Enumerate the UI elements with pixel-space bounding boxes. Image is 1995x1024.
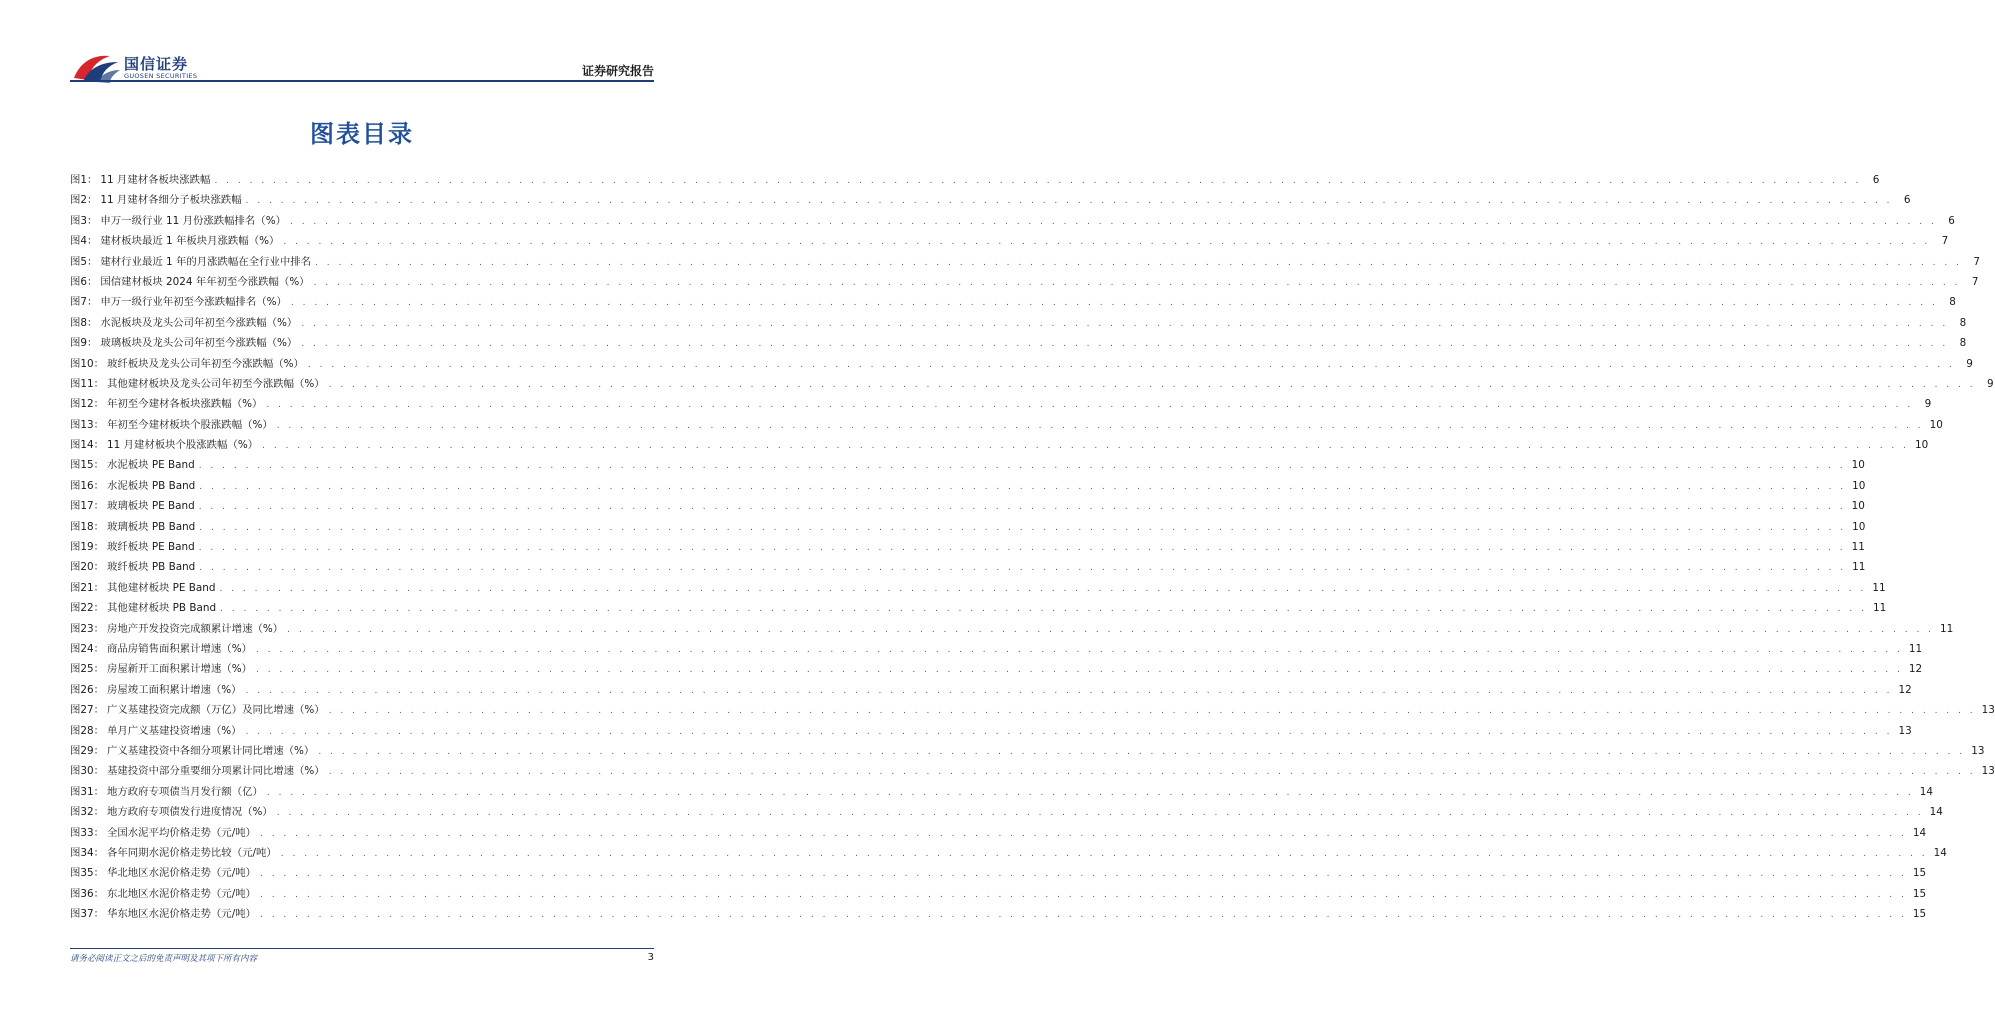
toc-entry-number: 图18： <box>70 520 105 533</box>
toc-entry[interactable] <box>70 272 1979 292</box>
toc-dot-leader <box>199 538 1846 558</box>
toc-dot-leader <box>260 864 1907 884</box>
toc-dot-leader <box>301 314 1948 334</box>
toc-dot-leader <box>220 599 1867 619</box>
toc-entry-number: 图20： <box>70 561 105 574</box>
toc-dot-leader <box>199 558 1846 578</box>
toc-entry-number: 图21： <box>70 581 105 594</box>
toc-entry-number: 图9： <box>70 337 98 350</box>
toc-entry-number: 图17： <box>70 500 105 513</box>
toc-entry[interactable] <box>70 680 1912 700</box>
toc-entry-page: 10 <box>1929 418 1943 431</box>
toc-entry[interactable] <box>70 598 1887 618</box>
toc-entry-title: 华东地区水泥价格走势（元/吨） <box>107 908 256 921</box>
toc-entry[interactable] <box>70 863 1927 883</box>
toc-entry-number: 图29： <box>70 744 105 757</box>
toc-entry-page: 7 <box>1971 275 1979 288</box>
toc-dot-leader <box>199 456 1846 476</box>
toc-dot-leader <box>256 640 1903 660</box>
toc-dot-leader <box>246 191 1893 211</box>
toc-entry-title: 广义基建投资完成额（万亿）及同比增速（%） <box>107 704 325 717</box>
toc-entry-page: 9 <box>1986 377 1994 390</box>
toc-entry-title: 玻璃板块及龙头公司年初至今涨跌幅（%） <box>100 337 298 350</box>
toc-entry-title: 玻璃板块 PE Band <box>107 500 195 513</box>
toc-entry-number: 图35： <box>70 867 105 880</box>
toc-dot-leader <box>256 660 1903 680</box>
toc-entry[interactable] <box>70 802 1943 822</box>
toc-entry[interactable] <box>70 333 1967 353</box>
toc-entry-number: 图6： <box>70 275 98 288</box>
toc-dot-leader <box>277 803 1924 823</box>
toc-entry-title: 广义基建投资中各细分项累计同比增速（%） <box>107 744 315 757</box>
toc-entry[interactable] <box>70 517 1866 537</box>
toc-entry-page: 13 <box>1971 744 1985 757</box>
toc-entry-title: 商品房销售面积累计增速（%） <box>107 642 252 655</box>
toc-entry-page: 8 <box>1959 337 1967 350</box>
toc-dot-leader <box>287 620 1934 640</box>
toc-entry-page: 9 <box>1966 357 1973 370</box>
company-logo <box>70 50 210 84</box>
toc-entry-page: 12 <box>1898 683 1912 696</box>
toc-entry-page: 13 <box>1898 724 1912 737</box>
toc-entry-number: 图15： <box>70 459 105 472</box>
toc-entry-title: 房屋竣工面积累计增速（%） <box>107 683 242 696</box>
toc-entry-page: 14 <box>1912 826 1927 839</box>
toc-dot-leader <box>246 722 1893 742</box>
toc-dot-leader <box>281 844 1928 864</box>
toc-entry[interactable] <box>70 537 1865 557</box>
toc-entry[interactable] <box>70 374 1994 394</box>
toc-entry-number: 图19： <box>70 541 105 554</box>
toc-entry-page: 6 <box>1872 174 1880 186</box>
toc-entry-number: 图1： <box>70 174 98 186</box>
toc-entry[interactable] <box>70 211 1955 231</box>
toc-entry[interactable] <box>70 659 1923 679</box>
toc-entry-title: 申万一级行业年初至今涨跌幅排名（%） <box>100 296 287 309</box>
toc-entry-title: 水泥板块 PB Band <box>107 479 196 492</box>
toc-entry[interactable] <box>70 843 1947 863</box>
toc-entry-title: 地方政府专项债当月发行额（亿） <box>107 785 263 798</box>
toc-entry-page: 15 <box>1912 887 1927 900</box>
toc-entry-number: 图12： <box>70 398 105 411</box>
toc-entry[interactable] <box>70 435 1929 455</box>
page-header <box>0 0 724 90</box>
toc-entry[interactable] <box>70 190 1911 210</box>
toc-entry-title: 基建投资中部分重要细分项累计同比增速（%） <box>107 765 325 778</box>
toc-dot-leader <box>199 518 1846 538</box>
toc-entry-page: 10 <box>1852 520 1866 533</box>
toc-entry-number: 图7： <box>70 296 98 309</box>
toc-dot-leader <box>301 334 1948 354</box>
toc-entry-title: 水泥板块及龙头公司年初至今涨跌幅（%） <box>100 316 298 329</box>
toc-entry[interactable] <box>70 455 1865 475</box>
toc-dot-leader <box>329 375 1976 395</box>
toc-entry-page: 7 <box>1973 255 1980 268</box>
toc-entry-number: 图36： <box>70 887 105 900</box>
toc-entry-number: 图3： <box>70 214 98 227</box>
toc-dot-leader <box>318 742 1965 762</box>
toc-entry-number: 图13： <box>70 418 105 431</box>
toc-entry-title: 全国水泥平均价格走势（元/吨） <box>107 826 256 839</box>
toc-entry-title: 建材行业最近 1 年的月涨跌幅在全行业中排名 <box>100 255 312 268</box>
toc-dot-leader <box>260 885 1907 905</box>
toc-entry-title: 申万一级行业 11 月份涨跌幅排名（%） <box>100 214 286 227</box>
toc-dot-leader <box>214 171 1861 191</box>
toc-entry[interactable] <box>70 700 1995 720</box>
toc-entry-title: 华北地区水泥价格走势（元/吨） <box>107 867 256 880</box>
toc-entry-number: 图27： <box>70 704 105 717</box>
toc-entry-page: 11 <box>1872 602 1887 615</box>
toc-entry-number: 图2： <box>70 194 98 207</box>
toc-dot-leader <box>266 395 1913 415</box>
toc-entry-number: 图33： <box>70 826 105 839</box>
toc-entry-page: 10 <box>1852 479 1866 492</box>
toc-entry-number: 图22： <box>70 602 105 615</box>
toc-entry-number: 图30： <box>70 765 105 778</box>
toc-dot-leader <box>290 212 1937 232</box>
footer-divider <box>70 948 654 949</box>
toc-entry-title: 地方政府专项债发行进度情况（%） <box>107 806 273 819</box>
toc-entry-page: 6 <box>1948 214 1955 227</box>
toc-entry-page: 8 <box>1949 296 1956 309</box>
toc-entry-number: 图31： <box>70 785 105 798</box>
toc-entry[interactable] <box>70 741 1985 761</box>
toc-dot-leader <box>267 783 1914 803</box>
toc-entry[interactable] <box>70 884 1927 904</box>
toc-entry-page: 14 <box>1933 846 1947 859</box>
toc-entry-title: 11 月建材各板块涨跌幅 <box>100 174 211 186</box>
toc-entry-title: 房屋新开工面积累计增速（%） <box>107 663 252 676</box>
toc-dot-leader <box>199 497 1846 517</box>
toc-entry-page: 14 <box>1929 806 1943 819</box>
toc-entry-page: 11 <box>1851 541 1865 554</box>
toc-entry-page: 13 <box>1981 765 1995 778</box>
toc-entry-page: 15 <box>1912 867 1927 880</box>
toc-entry[interactable] <box>70 496 1865 516</box>
toc-entry-number: 图11： <box>70 377 105 390</box>
toc-dot-leader <box>260 824 1907 844</box>
toc-entry-title: 其他建材板块 PB Band <box>107 602 217 615</box>
toc-entry-number: 图37： <box>70 908 105 921</box>
toc-entry-page: 11 <box>1908 642 1923 655</box>
toc-dot-leader <box>283 232 1930 252</box>
toc-entry-page: 11 <box>1872 581 1886 594</box>
toc-entry-title: 11 月建材板块个股涨跌幅（%） <box>107 439 259 452</box>
toc-dot-leader <box>199 477 1846 497</box>
toc-entry-number: 图16： <box>70 479 105 492</box>
toc-entry-title: 水泥板块 PE Band <box>107 459 195 472</box>
toc-entry-title: 玻纤板块 PB Band <box>107 561 196 574</box>
page-number: 3 <box>647 952 654 963</box>
toc-entry-page: 9 <box>1924 398 1932 411</box>
report-type-label: 证券研究报告 <box>581 64 654 78</box>
toc-entry-number: 图4： <box>70 235 98 248</box>
toc-entry[interactable] <box>70 394 1932 414</box>
toc-dot-leader <box>219 579 1866 599</box>
toc-entry-page: 8 <box>1959 316 1967 329</box>
toc-entry-number: 图26： <box>70 683 105 696</box>
toc-dot-leader <box>314 273 1961 293</box>
toc-dot-leader <box>329 762 1976 782</box>
toc-entry-page: 10 <box>1915 439 1929 452</box>
toc-dot-leader <box>260 905 1907 925</box>
toc-entry-number: 图23： <box>70 622 105 635</box>
toc-entry-title: 各年同期水泥价格走势比较（元/吨） <box>107 846 277 859</box>
toc-entry-title: 东北地区水泥价格走势（元/吨） <box>107 887 256 900</box>
header-divider <box>70 80 654 82</box>
toc-entry-title: 年初至今建材板块个股涨跌幅（%） <box>107 418 273 431</box>
toc-entry[interactable] <box>70 292 1956 312</box>
toc-entry-page: 10 <box>1851 500 1865 513</box>
toc-entry-page: 14 <box>1919 785 1934 798</box>
toc-entry-title: 玻璃板块 PB Band <box>107 520 196 533</box>
toc-entry-title: 11 月建材各细分子板块涨跌幅 <box>100 194 242 207</box>
toc-entry-number: 图32： <box>70 806 105 819</box>
toc-entry[interactable] <box>70 904 1927 924</box>
toc-entry-title: 玻纤板块及龙头公司年初至今涨跌幅（%） <box>107 357 304 370</box>
toc-entry[interactable] <box>70 619 1954 639</box>
toc-entry-page: 6 <box>1903 194 1911 207</box>
toc-entry[interactable] <box>70 252 1980 272</box>
toc-entry[interactable] <box>70 721 1912 741</box>
toc-dot-leader <box>262 436 1909 456</box>
toc-entry[interactable] <box>70 170 1880 190</box>
toc-entry-page: 13 <box>1981 704 1995 717</box>
toc-entry-number: 图24： <box>70 642 105 655</box>
toc-entry[interactable] <box>70 578 1886 598</box>
toc-dot-leader <box>308 355 1955 375</box>
toc-entry[interactable] <box>70 761 1995 781</box>
toc-entry-number: 图28： <box>70 724 105 737</box>
logo-name-cn: 国信证券 <box>124 55 189 73</box>
toc-entry-title: 其他建材板块及龙头公司年初至今涨跌幅（%） <box>107 377 325 390</box>
logo-mark-icon <box>70 50 122 84</box>
toc-entry-page: 10 <box>1851 459 1865 472</box>
toc-dot-leader <box>246 681 1893 701</box>
logo-name-en: GUOSEN SECURITIES <box>124 72 198 80</box>
toc-entry-title: 其他建材板块 PE Band <box>107 581 216 594</box>
toc-dot-leader <box>329 701 1976 721</box>
toc-entry[interactable] <box>70 782 1934 802</box>
toc-entry-page: 11 <box>1940 622 1954 635</box>
figure-list <box>70 170 1995 924</box>
toc-entry-page: 11 <box>1852 561 1866 574</box>
footer-disclaimer: 请务必阅读正文之后的免责声明及其项下所有内容 <box>70 954 258 964</box>
toc-entry-number: 图25： <box>70 663 105 676</box>
toc-entry-title: 年初至今建材各板块涨跌幅（%） <box>107 398 263 411</box>
toc-entry-title: 国信建材板块 2024 年年初至今涨跌幅（%） <box>100 275 310 288</box>
toc-entry-number: 图5： <box>70 255 98 268</box>
toc-entry[interactable] <box>70 639 1923 659</box>
toc-entry-title: 建材板块最近 1 年板块月涨跌幅（%） <box>100 235 280 248</box>
toc-entry[interactable] <box>70 415 1943 435</box>
toc-dot-leader <box>315 253 1962 273</box>
toc-entry-page: 15 <box>1912 908 1927 921</box>
toc-entry-number: 图34： <box>70 846 105 859</box>
toc-entry-page: 12 <box>1908 663 1923 676</box>
toc-entry[interactable] <box>70 557 1866 577</box>
toc-entry-number: 图8： <box>70 316 98 329</box>
toc-entry[interactable] <box>70 354 1973 374</box>
toc-entry-title: 玻纤板块 PE Band <box>107 541 195 554</box>
page-title: 图表目录 <box>310 120 414 148</box>
toc-entry-title: 房地产开发投资完成额累计增速（%） <box>107 622 284 635</box>
toc-entry[interactable] <box>70 476 1866 496</box>
toc-entry[interactable] <box>70 313 1967 333</box>
toc-entry[interactable] <box>70 823 1927 843</box>
toc-entry-number: 图14： <box>70 439 105 452</box>
toc-entry-number: 图10： <box>70 357 105 370</box>
toc-dot-leader <box>291 293 1938 313</box>
toc-entry[interactable] <box>70 231 1949 251</box>
toc-entry-title: 单月广义基建投资增速（%） <box>107 724 242 737</box>
toc-entry-page: 7 <box>1941 235 1949 248</box>
toc-dot-leader <box>277 416 1924 436</box>
